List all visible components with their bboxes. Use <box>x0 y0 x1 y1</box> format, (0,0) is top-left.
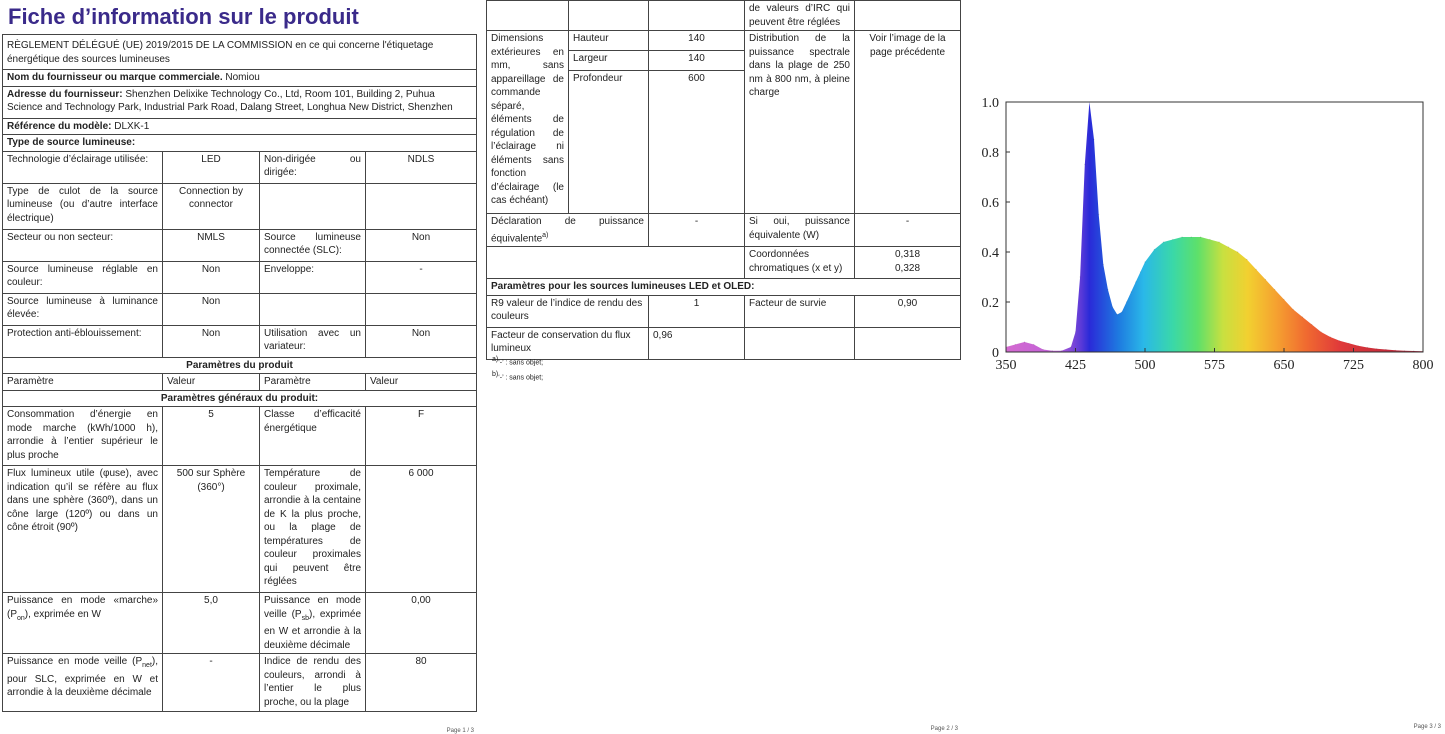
data-point <box>1117 314 1118 315</box>
spectral-label: Distribution de la puissance spectrale dans la plage de 250 nm à 800 nm, à pleine charge <box>745 31 855 214</box>
spectral-chart <box>968 85 1445 385</box>
source-type-header: Type de source lumineuse: <box>3 135 477 152</box>
data-point <box>1283 299 1284 300</box>
col-param: Paramètre <box>3 374 163 391</box>
survival-label: Facteur de survie <box>745 295 855 327</box>
data-point <box>1033 344 1034 345</box>
data-point <box>1367 347 1368 348</box>
row-value: NMLS <box>163 229 260 261</box>
row-value: Non <box>163 325 260 357</box>
row-label: Secteur ou non secteur: <box>3 229 163 261</box>
row-label: Source lumineuse réglable en couleur: <box>3 261 163 293</box>
address-value: Shenzhen Delixike Technology Co., Ltd, Room 101, Building 2, Puhua Science and Technology Park, Industrial Park Road, Dalang Street, Longhua New District, Shenzhen <box>7 88 453 113</box>
row-value: - <box>366 261 477 293</box>
row-value: Non <box>163 261 260 293</box>
y-tick-label: 0.4 <box>981 246 999 261</box>
footnote-b: $^{b)}$‘-’ : sans objet; <box>492 371 544 382</box>
row-value: Non <box>163 293 260 325</box>
x-tick-label: 725 <box>1343 358 1364 373</box>
data-point <box>1126 301 1127 302</box>
row-label: Puissance en mode veille $(P_{sb})$, exprimée en W et arrondie à la deuxième décimale <box>260 593 366 654</box>
row-value: 0,00 <box>366 593 477 654</box>
row-label <box>260 183 366 229</box>
table-row <box>3 325 477 357</box>
data-point <box>1311 324 1312 325</box>
page-number: Page 2 / 3 <box>930 726 958 732</box>
footnote-a: $^{a)}$‘-’ : sans objet; <box>492 356 544 367</box>
dim-name: Profondeur <box>569 71 649 214</box>
y-tick-label: 0.6 <box>981 196 999 211</box>
row-value <box>366 183 477 229</box>
data-point <box>1080 276 1081 277</box>
row-label <box>260 293 366 325</box>
data-point <box>1084 164 1085 165</box>
equiv-value: - <box>649 214 745 247</box>
data-point <box>1144 261 1145 262</box>
row-value: 6 000 <box>366 466 477 593</box>
y-tick-label: 1.0 <box>981 96 999 111</box>
x-tick-label: 425 <box>1065 358 1086 373</box>
data-point <box>1135 281 1136 282</box>
row-label: Source lumineuse à luminance élevée: <box>3 293 163 325</box>
params-header: Paramètres du produit <box>3 357 477 374</box>
data-point <box>1098 214 1099 215</box>
row-label: Enveloppe: <box>260 261 366 293</box>
data-point <box>1112 306 1113 307</box>
model-value: DLXK-1 <box>114 120 150 132</box>
y-tick-label: 0.8 <box>981 146 999 161</box>
row-label: Flux lumineux utile (φuse), avec indication qu’il se réfère au flux dans une sphère (360º), dans un cône large (120º) ou dans un cône étroit (90º) <box>3 466 163 593</box>
table-row <box>3 407 477 466</box>
row-label: Non-dirigée ou dirigée: <box>260 151 366 183</box>
data-point <box>1330 336 1331 337</box>
product-info-table-2 <box>486 0 961 360</box>
data-point <box>1015 344 1016 345</box>
product-info-table <box>2 34 477 712</box>
r9-value: 1 <box>649 295 745 327</box>
col-param: Paramètre <box>260 374 366 391</box>
model-label: Référence du modèle: <box>7 120 112 132</box>
row-value: Non <box>366 325 477 357</box>
data-point <box>1061 350 1062 351</box>
data-point <box>1404 350 1405 351</box>
table-row <box>3 151 477 183</box>
dim-name: Largeur <box>569 51 649 71</box>
row-label: Source lumineuse connectée (SLC): <box>260 229 366 261</box>
x-tick-label: 575 <box>1204 358 1225 373</box>
general-header: Paramètres généraux du produit: <box>3 390 477 407</box>
data-point <box>1395 350 1396 351</box>
equiv-label: Déclaration de puissance équivalente$^{a)}$ <box>487 214 649 247</box>
row-label: Puissance en mode veille $(P_{net})$, pour SLC, exprimée en W et arrondie à la deuxième décimale <box>3 654 163 712</box>
equiv2-value: - <box>855 214 961 247</box>
row-value: 5 <box>163 407 260 466</box>
data-point <box>1385 349 1386 350</box>
data-point <box>1043 349 1044 350</box>
spectral-value: Voir l’image de la page précédente <box>855 31 961 214</box>
model-row <box>3 118 477 135</box>
dim-value: 140 <box>649 31 745 51</box>
data-point <box>1293 309 1294 310</box>
data-point <box>1413 350 1414 351</box>
page-3 <box>968 0 1445 734</box>
row-value: Non <box>366 229 477 261</box>
row-label: Classe d’efficacité énergétique <box>260 407 366 466</box>
table-row <box>3 593 477 654</box>
col-value: Valeur <box>163 374 260 391</box>
lumen-value: 0,96 <box>649 327 745 359</box>
address-label: Adresse du fournisseur: <box>7 88 123 100</box>
data-point <box>1121 311 1122 312</box>
data-point <box>1191 236 1192 237</box>
row-label: Protection anti-éblouissement: <box>3 325 163 357</box>
chroma-value: 0,318 0,328 <box>855 247 961 279</box>
data-point <box>1376 348 1377 349</box>
supplier-label: Nom du fournisseur ou marque commerciale. <box>7 72 223 83</box>
row-label: Utilisation avec un variateur: <box>260 325 366 357</box>
spectrum-area <box>1006 102 1423 352</box>
page-1 <box>0 0 478 734</box>
data-point <box>1209 239 1210 240</box>
row-label: Consommation d’énergie en mode marche (kWh/1000 h), arrondie à l’entier supérieur le plus proche <box>3 407 163 466</box>
data-point <box>1265 279 1266 280</box>
data-point <box>1093 139 1094 140</box>
data-point <box>1321 331 1322 332</box>
supplier-value: Nomiou <box>225 72 260 83</box>
row-value <box>366 293 477 325</box>
row-value: - <box>163 654 260 712</box>
page-title: Fiche d’information sur le produit <box>8 4 359 29</box>
dim-value: 140 <box>649 51 745 71</box>
data-point <box>1024 341 1025 342</box>
data-point <box>1200 236 1201 237</box>
data-point <box>1256 269 1257 270</box>
data-point <box>1358 345 1359 346</box>
r9-label: R9 valeur de l’indice de rendu des couleurs <box>487 295 649 327</box>
row-value: 500 sur Sphère (360°) <box>163 466 260 593</box>
led-header: Paramètres pour les sources lumineuses LED et OLED: <box>487 279 961 296</box>
row-value: 5,0 <box>163 593 260 654</box>
page-number: Page 1 / 3 <box>446 728 474 734</box>
row-label: Indice de rendu des couleurs, arrondi à l’entier le plus proche, ou la plage <box>260 654 366 712</box>
address-row <box>3 86 477 118</box>
data-point <box>1274 289 1275 290</box>
table-row <box>3 654 477 712</box>
x-tick-label: 350 <box>995 358 1017 373</box>
table-row <box>3 261 477 293</box>
table-row <box>3 466 477 593</box>
row-label: Puissance en mode «marche» $(P_{on})$, exprimée en W <box>3 593 163 654</box>
row-value: F <box>366 407 477 466</box>
row-value: LED <box>163 151 260 183</box>
data-point <box>1219 241 1220 242</box>
equiv2-label: Si oui, puissance équivalente (W) <box>745 214 855 247</box>
table-row <box>3 293 477 325</box>
dims-label: Dimensions extérieures en mm, sans appareillage de commande séparé, éléments de régulation de l’éclairage ni éléments sans fonction d’éclairage (le cas échéant) <box>487 31 569 214</box>
data-point <box>1154 249 1155 250</box>
data-point <box>1172 239 1173 240</box>
y-tick-label: 0 <box>992 346 999 361</box>
page-2 <box>484 0 962 734</box>
cri-continuation: de valeurs d’IRC qui peuvent être réglées <box>745 1 855 31</box>
chroma-label: Coordonnées chromatiques (x et y) <box>745 247 855 279</box>
supplier-row <box>3 70 477 87</box>
data-point <box>1131 291 1132 292</box>
regulation-text: RÈGLEMENT DÉLÉGUÉ (UE) 2019/2015 DE LA COMMISSION en ce qui concerne l'étiquetage énergétique des sources lumineuses <box>3 35 477 70</box>
dim-name: Hauteur <box>569 31 649 51</box>
row-label: Type de culot de la source lumineuse (ou d’autre interface électrique) <box>3 183 163 229</box>
row-value: 80 <box>366 654 477 712</box>
lumen-label: Facteur de conservation du flux lumineux <box>487 327 649 359</box>
data-point <box>1302 316 1303 317</box>
data-point <box>1070 346 1071 347</box>
dim-value: 600 <box>649 71 745 214</box>
data-point <box>1107 289 1108 290</box>
data-point <box>1163 241 1164 242</box>
row-value: NDLS <box>366 151 477 183</box>
row-label: Technologie d’éclairage utilisée: <box>3 151 163 183</box>
data-point <box>1182 236 1183 237</box>
data-point <box>1237 251 1238 252</box>
table-row <box>3 183 477 229</box>
x-tick-label: 800 <box>1412 358 1434 373</box>
data-point <box>1140 271 1141 272</box>
row-label: Température de couleur proximale, arrondie à la centaine de K la plus proche, ou la plage de températures de couleur proximales qui peuvent être réglées <box>260 466 366 593</box>
survival-value: 0,90 <box>855 295 961 327</box>
data-point <box>1348 343 1349 344</box>
y-tick-label: 0.2 <box>981 296 999 311</box>
table-row <box>3 229 477 261</box>
col-value: Valeur <box>366 374 477 391</box>
data-point <box>1246 259 1247 260</box>
data-point <box>1228 246 1229 247</box>
page-number: Page 3 / 3 <box>1413 724 1441 730</box>
x-tick-label: 500 <box>1134 358 1156 373</box>
data-point <box>1052 350 1053 351</box>
row-value: Connection by connector <box>163 183 260 229</box>
column-header-row <box>3 374 477 391</box>
data-point <box>1103 264 1104 265</box>
x-tick-label: 650 <box>1273 358 1295 373</box>
data-point <box>1075 331 1076 332</box>
data-point <box>1339 340 1340 341</box>
